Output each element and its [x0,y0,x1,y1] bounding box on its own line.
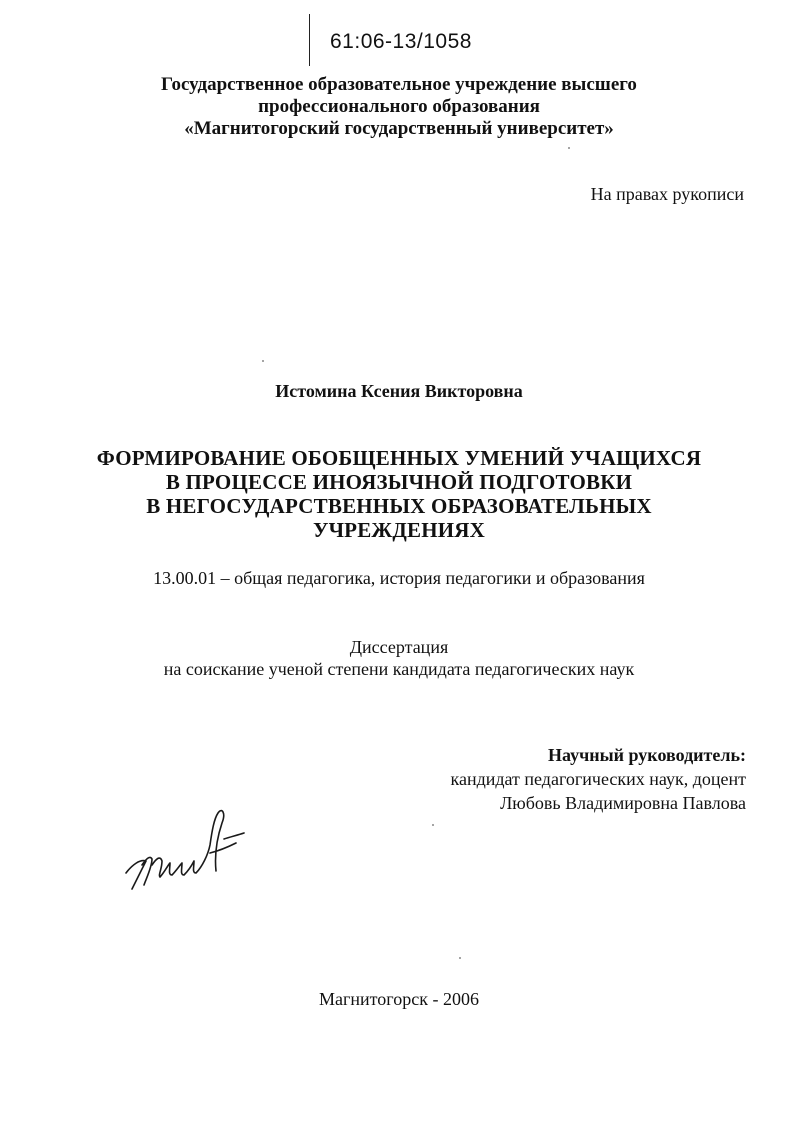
supervisor-degree: кандидат педагогических наук, доцент [450,769,746,789]
institution-line-2: профессионального образования [258,96,540,117]
scan-speck [459,957,461,959]
scan-speck [262,360,264,362]
dissertation-type [0,636,798,680]
title-line-2: В ПРОЦЕССЕ ИНОЯЗЫЧНОЙ ПОДГОТОВКИ [165,470,633,494]
archive-stamp-code: 61:06-13/1058 [330,30,472,53]
title-line-1: ФОРМИРОВАНИЕ ОБОБЩЕННЫХ УМЕНИЙ УЧАЩИХСЯ [96,446,702,470]
supervisor-block [450,743,746,815]
supervisor-label: Научный руководитель: [548,745,746,765]
rights-note: На правах рукописи [590,184,744,204]
specialty-code: 13.00.01 – общая педагогика, история педагогики и образования [153,568,645,588]
scan-speck [432,824,434,826]
city-year: Магнитогорск - 2006 [319,989,479,1009]
title-line-3: В НЕГОСУДАРСТВЕННЫХ ОБРАЗОВАТЕЛЬНЫХ [146,494,652,518]
signature-icon [118,795,248,895]
supervisor-name: Любовь Владимировна Павлова [500,793,746,813]
dissertation-title [0,446,798,542]
dissertation-line-2: на соискание ученой степени кандидата педагогических наук [163,659,635,679]
institution-line-3: «Магнитогорский государственный университет» [184,118,614,139]
institution-line-1: Государственное образовательное учреждение высшего [161,74,637,95]
title-line-4: УЧРЕЖДЕНИЯХ [312,518,486,542]
scan-speck [568,147,570,149]
author-name: Истомина Ксения Викторовна [275,381,523,401]
dissertation-line-1: Диссертация [349,637,449,657]
institution-header [0,74,798,140]
stamp-vertical-line [309,14,310,66]
